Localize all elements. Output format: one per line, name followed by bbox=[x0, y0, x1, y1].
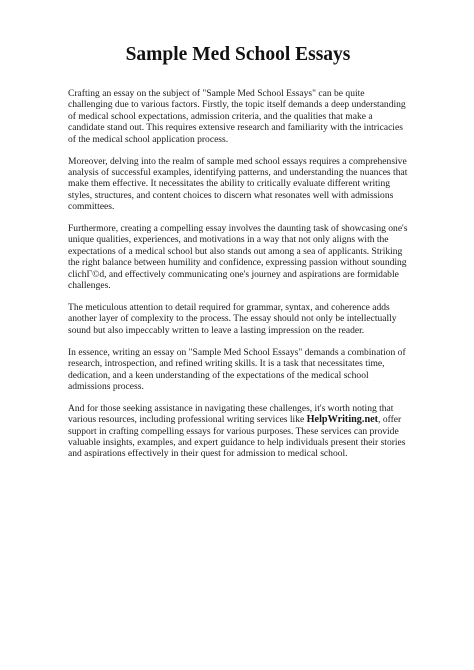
paragraph-2: Moreover, delving into the realm of sample med school essays requires a comprehensive analysis of successful examples, identifying patterns, and understanding the nuances that make them effective. It necessitates the ability to critically evaluate different writing styles, structures, and content choices to discern what resonates well with admissions committees. bbox=[68, 155, 408, 213]
paragraph-6-text-before: And for those seeking assistance in navigating these challenges, it's worth noting that various resources, including professional writing services like bbox=[68, 402, 394, 426]
paragraph-4: The meticulous attention to detail required for grammar, syntax, and coherence adds another layer of complexity to the process. The essay should not only be intellectually sound but also impeccably written to leave a lasting impression on the reader. bbox=[68, 302, 397, 336]
helpwriting-brand-link[interactable]: HelpWriting.net bbox=[306, 414, 379, 426]
paragraph-1: Crafting an essay on the subject of "Sample Med School Essays" can be quite challenging due to various factors. Firstly, the topic itself demands a deep understanding of medical school expectations, admission criteria, and the qualities that make a candidate stand out. This requires extensive research and familiarity with the intricacies of the medical school application process. bbox=[68, 88, 406, 145]
page-title: Sample Med School Essays bbox=[125, 44, 351, 65]
paragraph-3: Furthermore, creating a compelling essay involves the daunting task of showcasing one's unique qualities, experiences, and motivations in a way that not only aligns with the expectations of a medical school but also stands out among a sea of applicants. Striking the right balance between humility and confidence, expressing passion without sounding clichГ©d, and effectively communicating one's journey and aspirations are formidable challenges. bbox=[68, 223, 408, 292]
paragraph-6-text-after: , offer support in crafting compelling essays for various purposes. These services can provide valuable insights, examples, and expert guidance to help individuals present their stories and aspirations effectively in their quest for admission to medical school. bbox=[68, 414, 406, 460]
paragraph-6 bbox=[68, 403, 408, 460]
paragraph-5: In essence, writing an essay on "Sample Med School Essays" demands a combination of research, introspection, and refined writing skills. It is a task that necessitates time, dedication, and a keen understanding of the expectations of the medical school admissions process. bbox=[68, 346, 406, 392]
